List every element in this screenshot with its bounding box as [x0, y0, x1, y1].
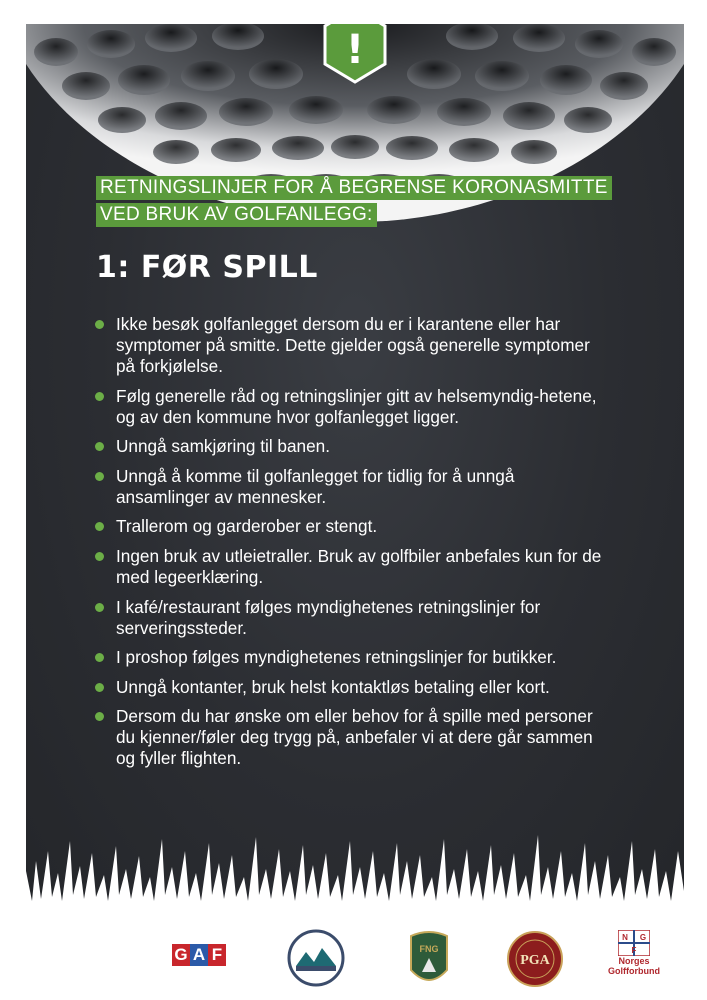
gaf-letter: G [172, 944, 190, 966]
headline-line-1: RETNINGSLINJER FOR Å BEGRENSE KORONASMITTE [96, 176, 612, 200]
warning-badge [323, 24, 387, 84]
list-item: Ikke besøk golfanlegget dersom du er i karantene eller har symptomer på smitte. Dette gjelder også generelle symptomer på forkjølelse. [92, 314, 612, 377]
pga-logo [506, 930, 564, 988]
headline [96, 176, 656, 230]
ngf-crest-logo [618, 930, 650, 956]
list-item: Dersom du har ønske om eller behov for å spille med personer du kjenner/føler deg trygg på, anbefaler vi at dere går sammen og fyller flighten. [92, 706, 612, 769]
pga-text: PGA [520, 953, 550, 968]
list-item: I kafé/restaurant følges myndighetenes retningslinjer for serveringssteder. [92, 597, 612, 639]
list-item: Unngå samkjøring til banen. [92, 436, 612, 457]
grass-silhouette [26, 831, 684, 921]
ngf-label-line-1: Norges [618, 956, 650, 966]
ngf-logo-label [606, 956, 662, 976]
list-item: Unngå kontanter, bruk helst kontaktløs betaling eller kort. [92, 677, 612, 698]
fng-text: FNG [419, 944, 439, 954]
ngf-label-line-2: Golfforbund [608, 966, 660, 976]
section-title: 1: FØR SPILL [96, 250, 318, 285]
ngf-letter: N [622, 933, 628, 942]
headline-line-2: VED BRUK AV GOLFANLEGG: [96, 203, 377, 227]
list-item: Ingen bruk av utleietraller. Bruk av golfbiler anbefales kun for de med legeerklæring. [92, 546, 612, 588]
fng-logo [407, 930, 451, 988]
ngf-letter: G [639, 933, 647, 942]
list-item: Unngå å komme til golfanlegget for tidlig for å unngå ansamlinger av mennesker. [92, 466, 612, 508]
list-item: Trallerom og garderober er stengt. [92, 516, 612, 537]
sponsor-logos [0, 922, 707, 1000]
list-item: Følg generelle råd og retningslinjer gitt av helsemyndig-hetene, og av den kommune hvor golfanlegget ligger. [92, 386, 612, 428]
gaf-letter: A [190, 944, 208, 966]
rules-list [92, 314, 612, 778]
gaf-logo [172, 944, 226, 966]
poster [26, 24, 684, 921]
norwegian-greenkeepers-logo [286, 928, 346, 988]
exclamation-icon: ! [345, 27, 365, 73]
ngf-letter: F [631, 946, 637, 955]
gaf-letter: F [208, 944, 226, 966]
list-item: I proshop følges myndighetenes retningslinjer for butikker. [92, 647, 612, 668]
